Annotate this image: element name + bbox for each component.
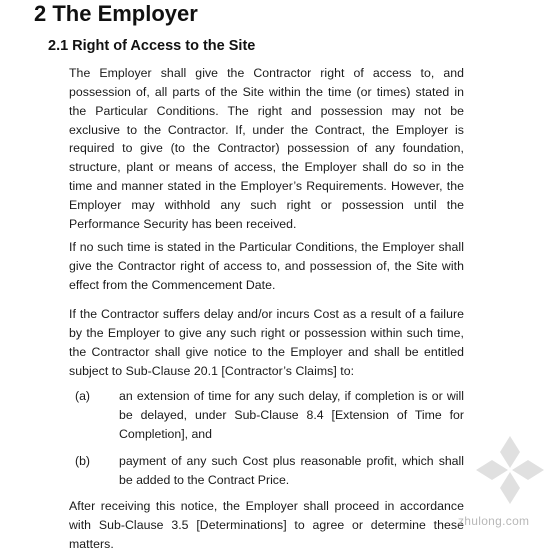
list-item-label: (a) bbox=[75, 389, 91, 403]
paragraph-no-time-stated: If no such time is stated in the Particular Conditions, the Employer shall give the Contractor right of access to, and possession of, the Site with effect from the Commencement Date. bbox=[69, 240, 464, 292]
zhulong-logo-icon bbox=[470, 430, 550, 510]
paragraph-access-rights: The Employer shall give the Contractor right of access to, and possession of, all parts of the Site within the time (or times) stated in the Particular Conditions. The right and possession may not be exclusive to the Contractor. If, under the Contract, the Employer is required to give (to the Contractor) possession of any foundation, structure, plant or means of access, the Employer shall do so in the time and manner stated in the Employer’s Requirements. However, the Employer may withhold any such right or possession until the Performance Security has been received. bbox=[69, 66, 464, 231]
section-heading: 2.1 Right of Access to the Site bbox=[48, 38, 256, 54]
page-title: 2 The Employer bbox=[34, 1, 198, 26]
watermark-text: zhulong.com bbox=[458, 514, 530, 528]
paragraph-delay-claims: If the Contractor suffers delay and/or incurs Cost as a result of a failure by the Employer to give any such right or possession within such time, the Contractor shall give notice to the Employer and shall be entitled subject to Sub-Clause 20.1 [Contractor’s Claims] to: bbox=[69, 307, 464, 378]
list-item-label: (b) bbox=[75, 454, 91, 468]
paragraph-determination: After receiving this notice, the Employer shall proceed in accordance with Sub-Clause 3.5 [Determinations] to agree or determine these matters. bbox=[69, 499, 464, 551]
list-item-text: payment of any such Cost plus reasonable profit, which shall be added to the Contract Price. bbox=[119, 454, 464, 487]
list-item-text: an extension of time for any such delay, if completion is or will be delayed, under Sub-Clause 8.4 [Extension of Time for Completion], and bbox=[119, 389, 464, 441]
